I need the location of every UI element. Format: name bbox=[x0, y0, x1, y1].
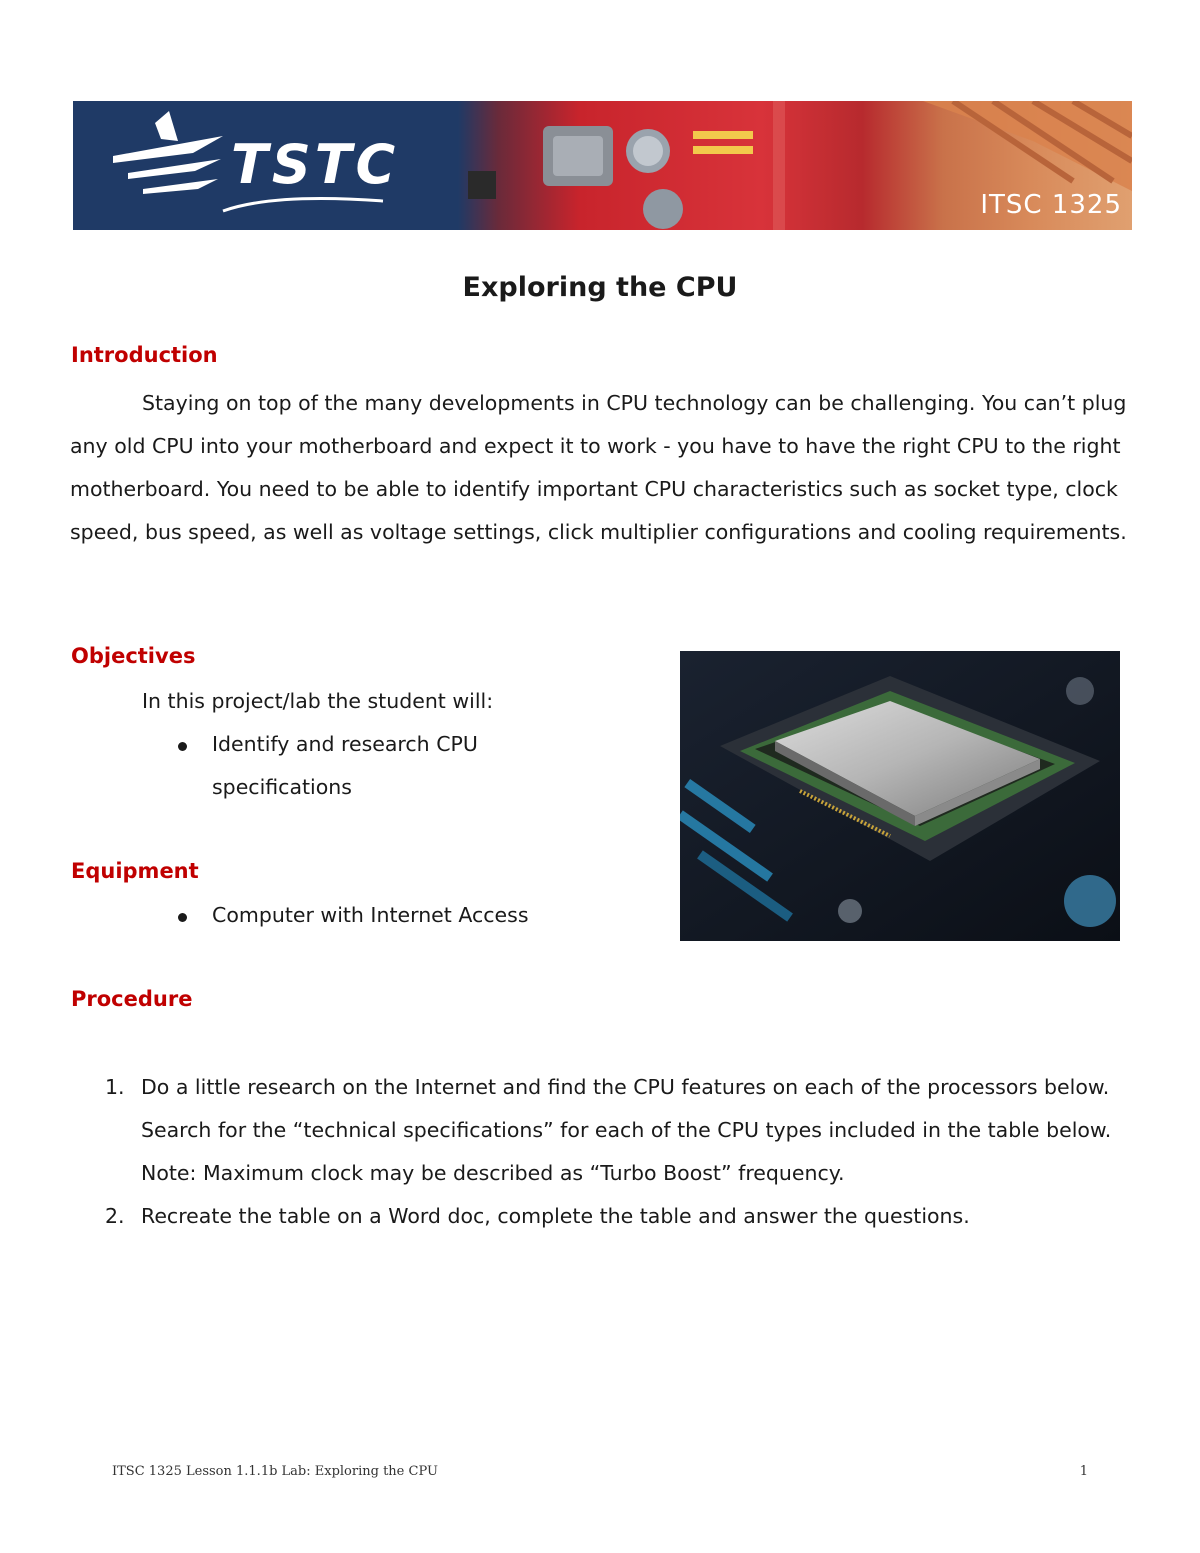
objectives-heading: Objectives bbox=[71, 644, 196, 668]
procedure-steps bbox=[70, 1066, 1132, 1238]
tstc-logo-mark bbox=[113, 111, 223, 194]
procedure-step bbox=[70, 1195, 1132, 1238]
footer-text: ITSC 1325 Lesson 1.1.1b Lab: Exploring the CPU bbox=[112, 1464, 438, 1479]
objectives-list bbox=[142, 723, 582, 809]
procedure-step bbox=[70, 1066, 1132, 1195]
objectives-lead: In this project/lab the student will: bbox=[142, 689, 494, 713]
procedure-heading: Procedure bbox=[71, 987, 193, 1011]
list-item: Identify and research CPU specifications bbox=[142, 723, 582, 809]
header-banner bbox=[73, 101, 1132, 230]
logo-text: TSTC bbox=[231, 133, 400, 196]
step-number: 1. bbox=[105, 1075, 125, 1099]
course-tag: ITSC 1325 bbox=[980, 190, 1122, 220]
page-title: Exploring the CPU bbox=[462, 272, 738, 303]
introduction-text: Staying on top of the many developments in CPU technology can be challenging. You can’t plug any old CPU into your motherboard and expect it to work - you have to have the right CPU to the right motherboard. You need to be able to identify important CPU characteristics such as socket type, clock speed, bus speed, as well as voltage settings, click multiplier configurations and cooling requirements. bbox=[70, 391, 1127, 544]
step-text: Recreate the table on a Word doc, complete the table and answer the questions. bbox=[141, 1204, 970, 1228]
equipment-heading: Equipment bbox=[71, 859, 199, 883]
introduction-heading: Introduction bbox=[71, 343, 218, 367]
heatsink-fins bbox=[923, 101, 1132, 191]
page-number: 1 bbox=[1079, 1464, 1088, 1479]
step-number: 2. bbox=[105, 1204, 125, 1228]
page-footer bbox=[112, 1464, 1088, 1479]
step-text: Do a little research on the Internet and find the CPU features on each of the processors below. Search for the “technical specifications” for each of the CPU types included in the table below. Note: Maximum clock may be described as “Turbo Boost” frequency. bbox=[141, 1075, 1112, 1185]
equipment-list bbox=[142, 894, 602, 937]
list-item: Computer with Internet Access bbox=[142, 894, 602, 937]
cpu-photo bbox=[680, 651, 1120, 941]
introduction-paragraph bbox=[70, 382, 1132, 554]
chip bbox=[468, 171, 496, 199]
